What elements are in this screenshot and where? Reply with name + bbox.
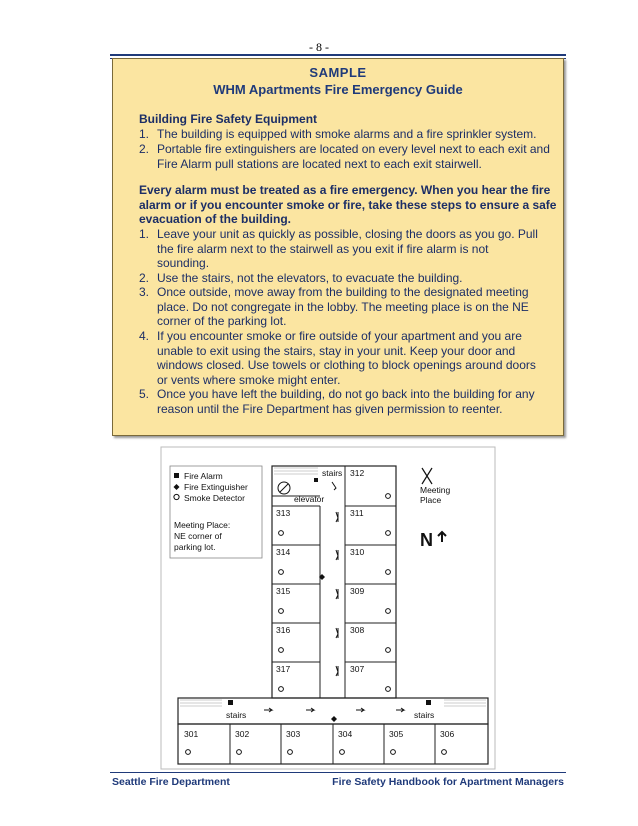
item-line: Fire Alarm pull stations are located next to each exit stairwell. — [157, 156, 482, 171]
item-number: 1. — [139, 227, 150, 241]
unit-304: 304 — [338, 729, 353, 739]
unit-309: 309 — [350, 586, 365, 596]
sample-label: SAMPLE — [309, 65, 367, 80]
item-number: 3. — [139, 285, 150, 299]
sample-guide-box — [112, 58, 564, 436]
item-number: 4. — [139, 329, 150, 343]
unit-310: 310 — [350, 547, 365, 557]
unit-314: 314 — [276, 547, 291, 557]
legend-fire-extinguisher: Fire Extinguisher — [184, 482, 248, 492]
unit-317: 317 — [276, 664, 291, 674]
unit-307: 307 — [350, 664, 365, 674]
legend-note-line-1: Meeting Place: — [174, 520, 231, 530]
item-line: sounding. — [157, 256, 210, 271]
item-line: the fire alarm next to the stairwell as you exit if fire alarm is not — [157, 241, 489, 256]
item-line: The building is equipped with smoke alarms and a fire sprinkler system. — [157, 127, 537, 141]
meeting-place-label-2: Place — [420, 495, 442, 505]
unit-313: 313 — [276, 508, 291, 518]
stairs-label-left: stairs — [226, 710, 247, 720]
stairs-label-right: stairs — [414, 710, 435, 720]
unit-302: 302 — [235, 729, 250, 739]
unit-315: 315 — [276, 586, 291, 596]
item-line: Leave your unit as quickly as possible, closing the doors as you go. Pull — [157, 227, 538, 241]
item-number: 5. — [139, 387, 150, 401]
unit-312: 312 — [350, 468, 365, 478]
section2-item-4 — [139, 329, 559, 389]
section2-intro-line-2: alarm or if you encounter smoke or fire, take these steps to ensure a safe — [139, 198, 557, 212]
item-number: 2. — [139, 271, 150, 285]
item-number: 1. — [139, 127, 150, 141]
elevator-label: elevator — [294, 494, 325, 504]
section1-title: Building Fire Safety Equipment — [139, 112, 318, 126]
footer-rule — [110, 772, 566, 773]
section2-item-1 — [139, 227, 559, 273]
item-line: windows closed. Use towels or clothing to block openings around doors — [157, 358, 536, 373]
item-line: reason until the Fire Department has given permission to reenter. — [157, 401, 503, 416]
section1-item-1 — [139, 127, 559, 143]
section2-item-5 — [139, 387, 559, 417]
section1-item-2 — [139, 142, 559, 172]
page-number: - 8 - — [309, 40, 329, 54]
guide-title: WHM Apartments Fire Emergency Guide — [213, 82, 463, 97]
section2-intro-line-1: Every alarm must be treated as a fire emergency. When you hear the fire — [139, 183, 551, 197]
item-line: If you encounter smoke or fire outside of your apartment and you are — [157, 329, 522, 343]
unit-303: 303 — [286, 729, 301, 739]
floor-plan — [160, 446, 496, 770]
legend-note-line-3: parking lot. — [174, 542, 216, 552]
unit-305: 305 — [389, 729, 404, 739]
section2-intro-line-3: evacuation of the building. — [139, 212, 292, 226]
unit-306: 306 — [440, 729, 455, 739]
footer-left: Seattle Fire Department — [112, 776, 230, 788]
item-line: Once outside, move away from the building to the designated meeting — [157, 285, 529, 299]
item-line: Once you have left the building, do not go back into the building for any — [157, 387, 535, 401]
section2-item-3 — [139, 285, 559, 331]
item-line: place. Do not congregate in the lobby. The meeting place is on the NE — [157, 299, 529, 314]
header-rule — [110, 54, 566, 56]
item-line: corner of the parking lot. — [157, 314, 287, 329]
legend-smoke-detector: Smoke Detector — [184, 493, 245, 503]
footer-right: Fire Safety Handbook for Apartment Managers — [332, 776, 564, 788]
legend-note-line-2: NE corner of — [174, 531, 222, 541]
unit-308: 308 — [350, 625, 365, 635]
item-line: unable to exit using the stairs, stay in your unit. Keep your door and — [157, 343, 516, 358]
item-number: 2. — [139, 142, 150, 156]
north-label: N — [420, 530, 433, 550]
item-line: or vents where smoke might enter. — [157, 372, 341, 387]
stairs-label-top: stairs — [322, 468, 343, 478]
item-line: Portable fire extinguishers are located on every level next to each exit and — [157, 142, 550, 156]
unit-316: 316 — [276, 625, 291, 635]
unit-301: 301 — [184, 729, 199, 739]
legend-fire-alarm: Fire Alarm — [184, 471, 223, 481]
unit-311: 311 — [350, 508, 364, 518]
item-line: Use the stairs, not the elevators, to evacuate the building. — [157, 271, 463, 285]
meeting-place-label-1: Meeting — [420, 485, 451, 495]
